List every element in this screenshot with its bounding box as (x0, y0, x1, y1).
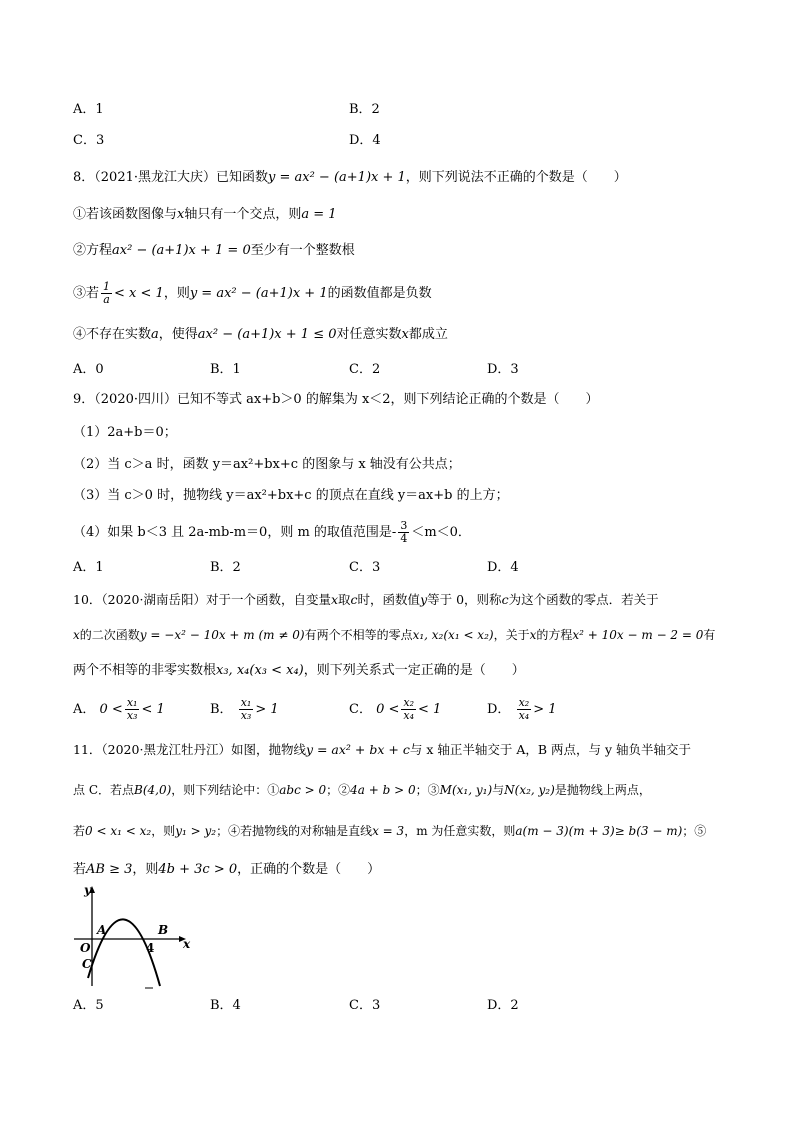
option-c: C．3 (73, 133, 105, 148)
q10-line-3: 两个不相等的非零实数根x₃, x₄(x₃ < x₄)，则下列关系式一定正确的是（ ） (73, 663, 525, 678)
tick-4-label: 4 (146, 941, 155, 955)
q11-option-d: D．2 (487, 998, 519, 1013)
q8-option-b: B．1 (210, 362, 241, 377)
q8-stem: 8．（2021·黑龙江大庆）已知函数y = ax² − (a+1)x + 1，则下列说法不正确的个数是（ ） (73, 170, 627, 185)
fraction: $\frac{1}{a}$ (103, 280, 111, 306)
point-b-label: B (158, 923, 169, 937)
x-label: x (183, 937, 191, 951)
q11-line-2: 点 C．若点B(4,0)，则下列结论中：①abc > 0；②4a + b > 0；③M(x₁, y₁)与N(x₂, y₂)是抛物线上两点， (73, 783, 651, 797)
q10-option-b: B． $\frac{\text{x₁}}{\text{x₃}}$ > 1 (210, 696, 279, 722)
q9-statement-2: （2）当 c＞a 时，函数 y＝ax²+bx+c 的图象与 x 轴没有公共点； (73, 457, 461, 472)
q10-line-1: 10．（2020·湖南岳阳）对于一个函数，自变量x取c时，函数值y等于 0，则称c为这个函数的零点．若关于 (73, 592, 659, 607)
fraction: $\frac{3}{4}$ (400, 519, 408, 545)
fraction: $\frac{\text{x₁}}{\text{x₃}}$ (240, 696, 252, 722)
fraction: $\frac{\text{x₂}}{\text{x₄}}$ (403, 696, 415, 722)
origin-label: O (80, 941, 91, 955)
q9-option-d: D．4 (487, 560, 519, 575)
y-label: y (84, 883, 91, 897)
q11-line-3: 若0 < x₁ < x₂，则y₁ > y₂；④若抛物线的对称轴是直线x = 3，m 为任意实数，则a(m − 3)(m + 3)≥ b(3 − m)；⑤ (73, 824, 707, 838)
q8-option-d: D．3 (487, 362, 519, 377)
parabola-figure (70, 882, 198, 992)
q11-line-1: 11．（2020·黑龙江牡丹江）如图，抛物线y = ax² + bx + c与 x 轴正半轴交于 A，B 两点，与 y 轴负半轴交于 (73, 742, 692, 757)
option-d: D．4 (349, 133, 381, 148)
q11-option-b: B．4 (210, 998, 241, 1013)
q9-statement-4: （4）如果 b＜3 且 2a-mb-m＝0，则 m 的取值范围是- $\frac{3}{4}$ ＜m＜0． (73, 519, 471, 545)
q10-option-a: A． 0 < $\frac{\text{x₁}}{\text{x₃}}$ < 1 (73, 696, 165, 722)
q9-statement-1: （1）2a+b＝0； (73, 425, 177, 440)
option-b: B．2 (349, 102, 380, 117)
q9-statement-3: （3）当 c＞0 时，抛物线 y＝ax²+bx+c 的顶点在直线 y＝ax+b 的上方； (73, 488, 509, 503)
fraction: $\frac{\text{x₂}}{\text{x₄}}$ (518, 696, 530, 722)
q8-statement-4: ④不存在实数a，使得ax² − (a+1)x + 1 ≤ 0对任意实数x都成立 (73, 327, 448, 342)
q10-option-d: D． $\frac{\text{x₂}}{\text{x₄}}$ > 1 (487, 696, 557, 722)
q8-option-a: A．0 (73, 362, 104, 377)
q9-option-b: B．2 (210, 560, 241, 575)
q8-statement-2: ②方程ax² − (a+1)x + 1 = 0至少有一个整数根 (73, 243, 355, 258)
q8-statement-3: ③若 $\frac{1}{a}$ < x < 1，则y = ax² − (a+1)x + 1的函数值都是负数 (73, 280, 432, 306)
q10-option-c: C． 0 < $\frac{\text{x₂}}{\text{x₄}}$ < 1 (349, 696, 442, 722)
option-a: A．1 (73, 102, 104, 117)
point-c-label: C (82, 957, 92, 971)
q9-option-c: C．3 (349, 560, 381, 575)
q11-line-4: 若AB ≥ 3，则4b + 3c > 0，正确的个数是（ ） (73, 862, 381, 877)
q11-option-a: A．5 (73, 998, 104, 1013)
q9-stem: 9．（2020·四川）已知不等式 ax+b＞0 的解集为 x＜2，则下列结论正确的个数是（ ） (73, 392, 599, 407)
fraction: $\frac{\text{x₁}}{\text{x₃}}$ (126, 696, 138, 722)
point-a-label: A (97, 923, 107, 937)
q9-option-a: A．1 (73, 560, 104, 575)
q8-option-c: C．2 (349, 362, 381, 377)
q11-option-c: C．3 (349, 998, 381, 1013)
q8-statement-1: ①若该函数图像与x轴只有一个交点，则a = 1 (73, 207, 337, 222)
q10-line-2: x的二次函数y = −x² − 10x + m (m ≠ 0)有两个不相等的零点x₁, x₂(x₁ < x₂)，关于x的方程x² + 10x − m − 2 = 0有 (73, 628, 716, 642)
